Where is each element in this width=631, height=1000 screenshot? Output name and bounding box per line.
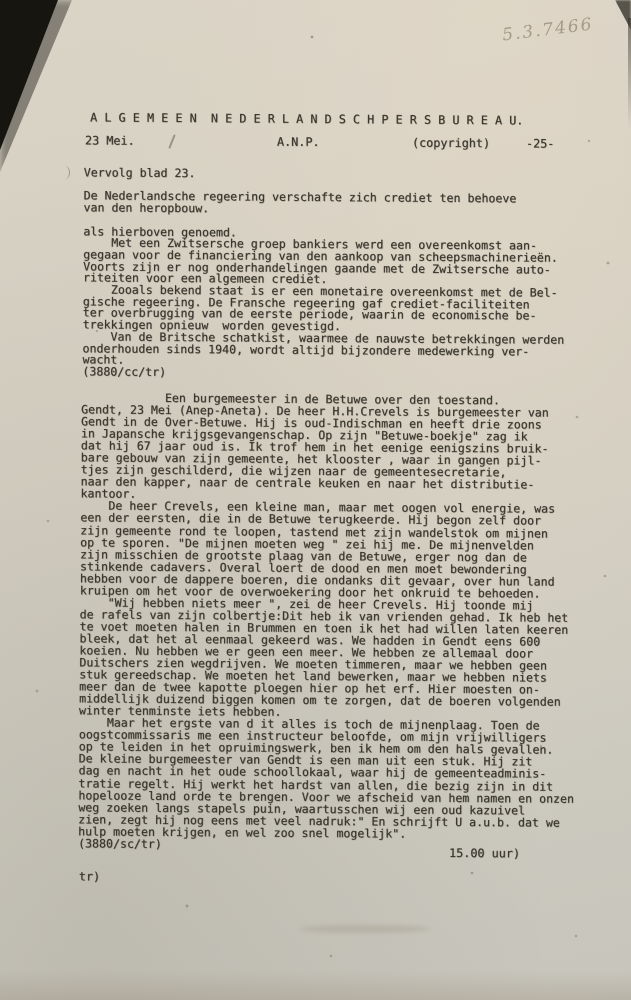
agency-abbreviation: A.N.P. xyxy=(276,134,320,150)
agency-title: A L G E M E E N N E D E R L A N D S C H P E R S B U R E A U. xyxy=(90,110,524,128)
time-stamp: 15.00 uur) xyxy=(448,845,521,861)
archive-mark-handwritten: 5.3.7466 xyxy=(501,14,595,46)
section-betuwe-mayor-article: Een burgemeester in de Betuwe over den toestand. Gendt, 23 Mei (Anep-Aneta). De heer H.H.Crevels is burgemeester van Gendt in de Over-Betuwe. Hij is oud-Indischman en heeft drie zoons in Japansche krijgsgevangenschap. Op zijn "Betuwe-boekje" zag ik dat hij 67 jaar oud is. Ik trof hem in het eenige eenigszins bruik- bare gebouw van zijn gemeente, het klooster , waar in gangen pijl- tjes zijn geschilderd, die wijzen naar de gemeentesecretarie, naar den kapper, naar de centrale keuken en naar het distributie- kantoor. De heer Crevels, een kleine man, maar met oogen vol energie, was een der eersten, die in de Betuwe terugkeerde. Hij begon zelf door zijn gemeente rond te loopen, tastend met zijn wandelstok om mijnen op te sporen. "De mijnen moeten weg " zei hij me. De mijnenvelden zijn misschien de grootste plaag van de Betuwe, erger nog dan de stinkende cadavers. Overal loert de dood en men moet bewondering hebben voor de dappere boeren, die ondanks dit gevaar, over hun land kruipen om het voor de overwoekering door het onkruid te behoeden. "Wij hebben niets meer ", zei de heer Crevels. Hij toonde mij de rafels van zijn colbertje:Dit heb ik van vrienden gehad. Ik heb het te voet moeten halen in Brummen en toen ik het had willen laten keeren bleek, dat het al eenmaal gekeerd was. We hadden in Gendt eens 600 koeien. Nu hebben we er geen een meer. We hebben ze allemaal door Duitschers zien wegdrijven. We moeten timmeren, maar we hebben geen stuk gereedschap. We moeten het land bewerken, maar we hebben niets meer dan de twee kapotte ploegen hier op het erf. Hier moesten on- middellijk duizend biggen komen om te zorgen, dat de boeren volgenden winter tenminste iets hebben. Maar het ergste van d it alles is toch de mijnenplaag. Toen de oogstcommissaris me een instructeur beloofde, om mijn vrijwilligers op te leiden in het opruimingswerk, ben ik hem om den hals gevallen. De kleine burgemeester van Gendt is een man uit een stuk. Hij zit dag en nacht in het oude schoollokaal, waar hij de gemeenteadminis- tratie regelt. Hij werkt het hardst van allen, die bezig zijn in dit hopelooze land orde te brengen. Voor we afscheid van hem namen en onzen weg zoeken langs stapels puin, waartusschen wij een oud kazuivel zien, zegt hij nog eens met veel nadruk:" En schrijft U a.u.b. dat we hulp moeten krijgen, en wel zoo snel mogelijk". (3880/sc/tr) xyxy=(78,390,575,851)
typist-initials: tr) xyxy=(78,869,101,884)
page-number: -25- xyxy=(525,136,555,151)
header-meta-line xyxy=(0,133,630,151)
section-government-credit: Vervolg blad 23. De Nederlandsche regeering verschafte zich crediet ten behoeve van den heropbouw. als hierboven genoemd. Met een Zwitsersche groep bankiers werd een overeenkomst aan- gegaan voor de financiering van den aankoop van scheepsmachinerieën. Voorts zijn er nog onderhandelingen gaande met de Zwitsersche auto- riteiten voor een algemeen crediet. Zooals bekend staat is er een monetaire overeenkomst met de Bel- gische regeering. De Fransche regeering gaf crediet-faciliteiten ter overbrugging van de eerste periode, waarin de economische be- trekkingen opnieuw worden gevestigd. Van de Britsche schatkist, waarmee de nauwste betrekkingen werden onderhouden sinds 1940, wordt altijd bijzondere medewerking ver- wacht. (3880/cc/tr) xyxy=(82,165,565,379)
date-label: 23 Mei. xyxy=(84,133,135,148)
copyright-note: (copyright) xyxy=(411,135,491,151)
